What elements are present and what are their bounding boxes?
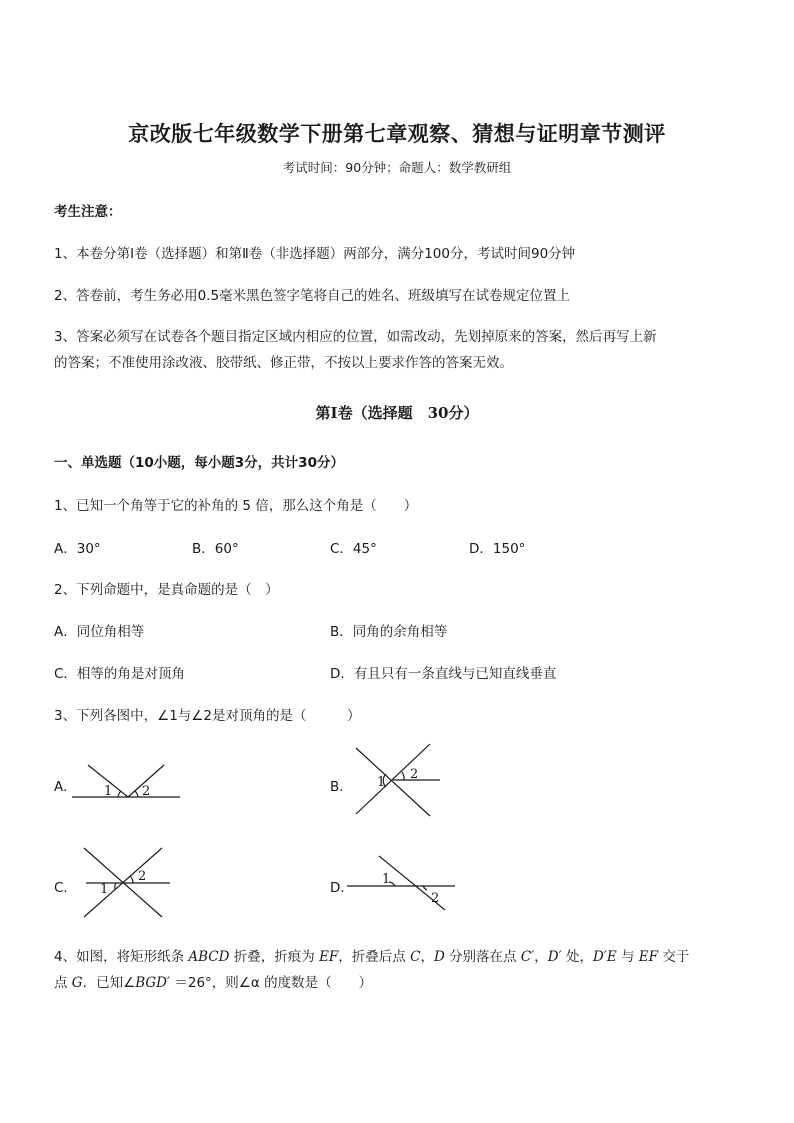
q1-option-a[interactable]: A．30° bbox=[54, 541, 101, 557]
question-2-stem: 2、下列命题中，是真命题的是（ ） bbox=[54, 582, 279, 598]
q4-var-dprime-e: D′E bbox=[592, 949, 617, 965]
q4-text: ＝26°，则∠α 的度数是（ ） bbox=[170, 975, 373, 991]
q3-option-c[interactable]: C． bbox=[54, 880, 77, 896]
q4-var-bgd: BGD′ bbox=[135, 975, 171, 991]
question-1-stem: 1、已知一个角等于它的补角的 5 倍，那么这个角是（ ） bbox=[54, 498, 418, 514]
q4-text: 处， bbox=[561, 949, 593, 965]
q4-var-dprime: D′ bbox=[547, 949, 562, 965]
q4-var-g: G bbox=[71, 975, 83, 991]
q4-text: 交于 bbox=[658, 949, 690, 965]
figure-b-arc-2 bbox=[402, 772, 404, 780]
q4-var-ef: EF bbox=[638, 949, 659, 965]
q3-option-b[interactable]: B． bbox=[330, 779, 353, 795]
q3-figure-c bbox=[78, 845, 178, 920]
figure-d-label-1: 1 bbox=[382, 872, 391, 887]
q2-option-b[interactable]: B．同角的余角相等 bbox=[330, 624, 448, 640]
question-4-stem-line-2 bbox=[54, 971, 372, 991]
q1-option-c[interactable]: C．45° bbox=[330, 541, 377, 557]
q4-text: 折叠，折痕为 bbox=[229, 949, 320, 965]
figure-b-label-2: 2 bbox=[410, 767, 419, 782]
exam-subtitle: 考试时间：90分钟；命题人：数学教研组 bbox=[282, 160, 512, 175]
figure-d-label-2: 2 bbox=[431, 891, 440, 906]
q2-option-d[interactable]: D．有且只有一条直线与已知直线垂直 bbox=[330, 666, 557, 682]
figure-b-line-1 bbox=[356, 748, 430, 816]
figure-a-arc-1 bbox=[118, 791, 121, 797]
figure-c-label-1: 1 bbox=[100, 882, 109, 897]
q4-var-ef: EF bbox=[319, 949, 339, 965]
q4-text: 与 bbox=[616, 949, 639, 965]
q3-figure-d bbox=[345, 852, 460, 914]
figure-b-label-1: 1 bbox=[377, 775, 386, 790]
q4-var-cprime: C′ bbox=[520, 949, 535, 965]
q3-option-a[interactable]: A． bbox=[54, 779, 77, 795]
q4-text: ， bbox=[534, 949, 548, 965]
q4-text: 4、如图，将矩形纸条 bbox=[54, 949, 189, 965]
notice-item-3-cont: 的答案；不准使用涂改液、胶带纸、修正带，不按以上要求作答的答案无效。 bbox=[54, 355, 513, 371]
question-3-stem: 3、下列各图中，∠1与∠2是对顶角的是（ ） bbox=[54, 708, 361, 724]
figure-a-label-1: 1 bbox=[104, 784, 113, 799]
q4-var-c: C bbox=[410, 949, 421, 965]
q4-text: 点 bbox=[54, 975, 72, 991]
exam-title: 京改版七年级数学下册第七章观察、猜想与证明章节测评 bbox=[128, 121, 666, 146]
q2-option-a[interactable]: A．同位角相等 bbox=[54, 624, 145, 640]
q4-text: ．已知∠ bbox=[82, 975, 136, 991]
notice-item-3: 3、答案必须写在试卷各个题目指定区域内相应的位置，如需改动，先划掉原来的答案，然后再写上新 bbox=[54, 329, 657, 345]
q3-figure-b bbox=[350, 742, 450, 820]
q3-figure-a bbox=[70, 755, 185, 805]
figure-c-arc-2 bbox=[130, 876, 133, 883]
section-title: 第Ⅰ卷（选择题 30分） bbox=[315, 404, 479, 422]
q1-option-d[interactable]: D．150° bbox=[469, 541, 526, 557]
q4-text: ， bbox=[420, 949, 434, 965]
q2-option-c[interactable]: C．相等的角是对顶角 bbox=[54, 666, 185, 682]
figure-a-label-2: 2 bbox=[142, 784, 151, 799]
q4-text: ，折叠后点 bbox=[338, 949, 411, 965]
figure-c-label-2: 2 bbox=[138, 869, 147, 884]
figure-b-line-2 bbox=[356, 744, 430, 814]
question-4-stem-line-1 bbox=[54, 945, 689, 965]
q4-var-d: D bbox=[433, 949, 445, 965]
part-title: 一、单选题（10小题，每小题3分，共计30分） bbox=[54, 455, 344, 471]
q4-text: 分别落在点 bbox=[444, 949, 521, 965]
q1-option-b[interactable]: B．60° bbox=[192, 541, 239, 557]
notice-item-1: 1、本卷分第Ⅰ卷（选择题）和第Ⅱ卷（非选择题）两部分，满分100分，考试时间90分钟 bbox=[54, 246, 576, 262]
figure-a-arc-2 bbox=[135, 791, 138, 797]
q3-option-d[interactable]: D． bbox=[330, 880, 354, 896]
notice-item-2: 2、答卷前，考生务必用0.5毫米黑色签字笔将自己的姓名、班级填写在试卷规定位置上 bbox=[54, 288, 571, 304]
notice-heading: 考生注意： bbox=[54, 204, 122, 220]
q4-var-abcd: ABCD bbox=[188, 949, 230, 965]
